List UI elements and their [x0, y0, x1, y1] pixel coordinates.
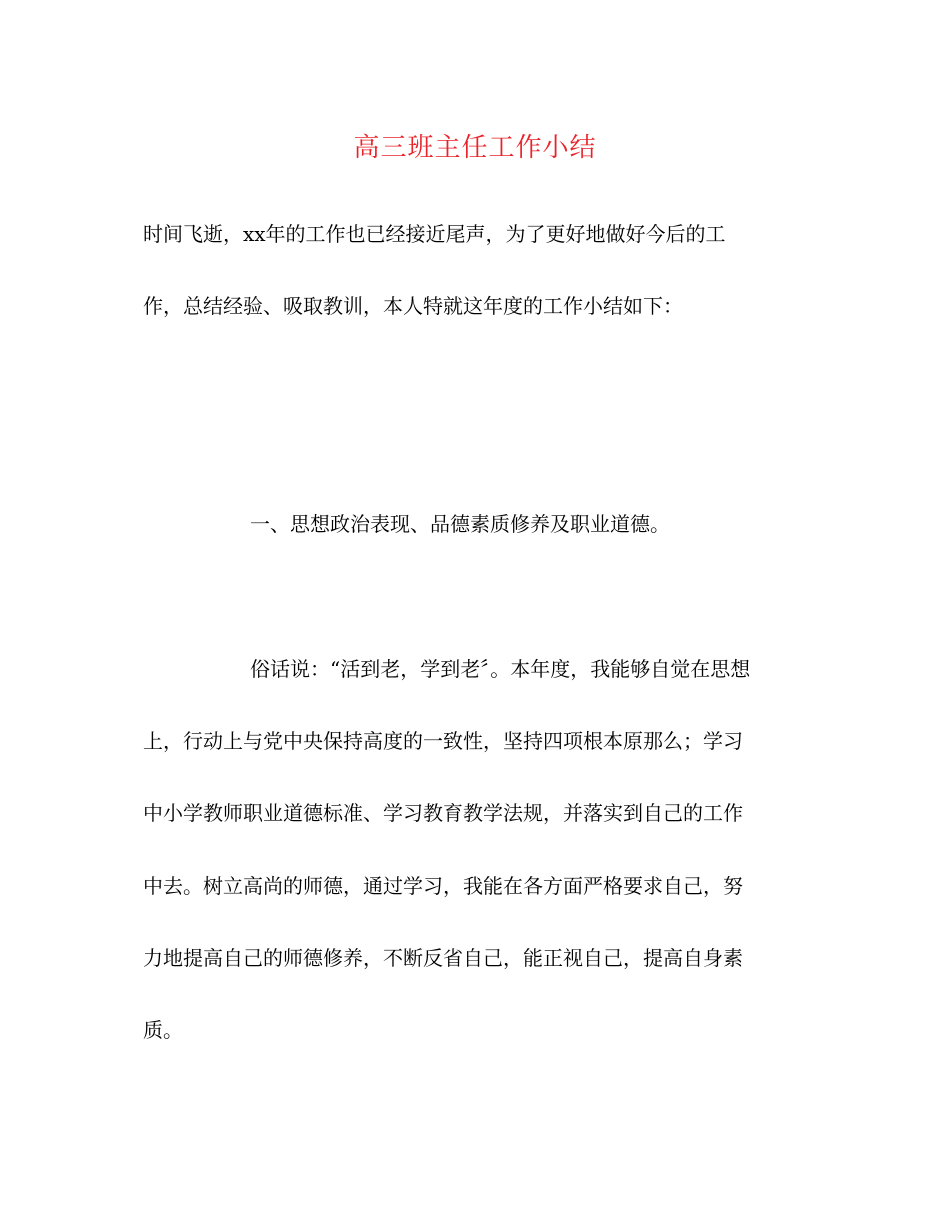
intro-line-2: 作，总结经验、吸取教训，本人特就这年度的工作小结如下： — [143, 294, 683, 318]
paragraph-line-2: 上，行动上与党中央保持高度的一致性，坚持四项根本原那么；学习 — [143, 729, 743, 753]
section-heading: 一、思想政治表现、品德素质修养及职业道德。 — [250, 512, 670, 536]
paragraph-line-5: 力地提高自己的师德修养，不断反省自己，能正视自己，提高自身素 — [143, 946, 743, 970]
paragraph-line-3: 中小学教师职业道德标准、学习教育教学法规，并落实到自己的工作 — [143, 801, 743, 825]
paragraph-line-6: 质。 — [143, 1018, 183, 1042]
paragraph-line-4: 中去。树立高尚的师德，通过学习，我能在各方面严格要求自己，努 — [143, 874, 743, 898]
paragraph-line-1: 俗话说：“活到老，学到老〞。本年度，我能够自觉在思想 — [250, 657, 751, 681]
intro-line-1: 时间飞逝，xx年的工作也已经接近尾声，为了更好地做好今后的工 — [143, 222, 726, 246]
document-title: 高三班主任工作小结 — [353, 133, 597, 163]
